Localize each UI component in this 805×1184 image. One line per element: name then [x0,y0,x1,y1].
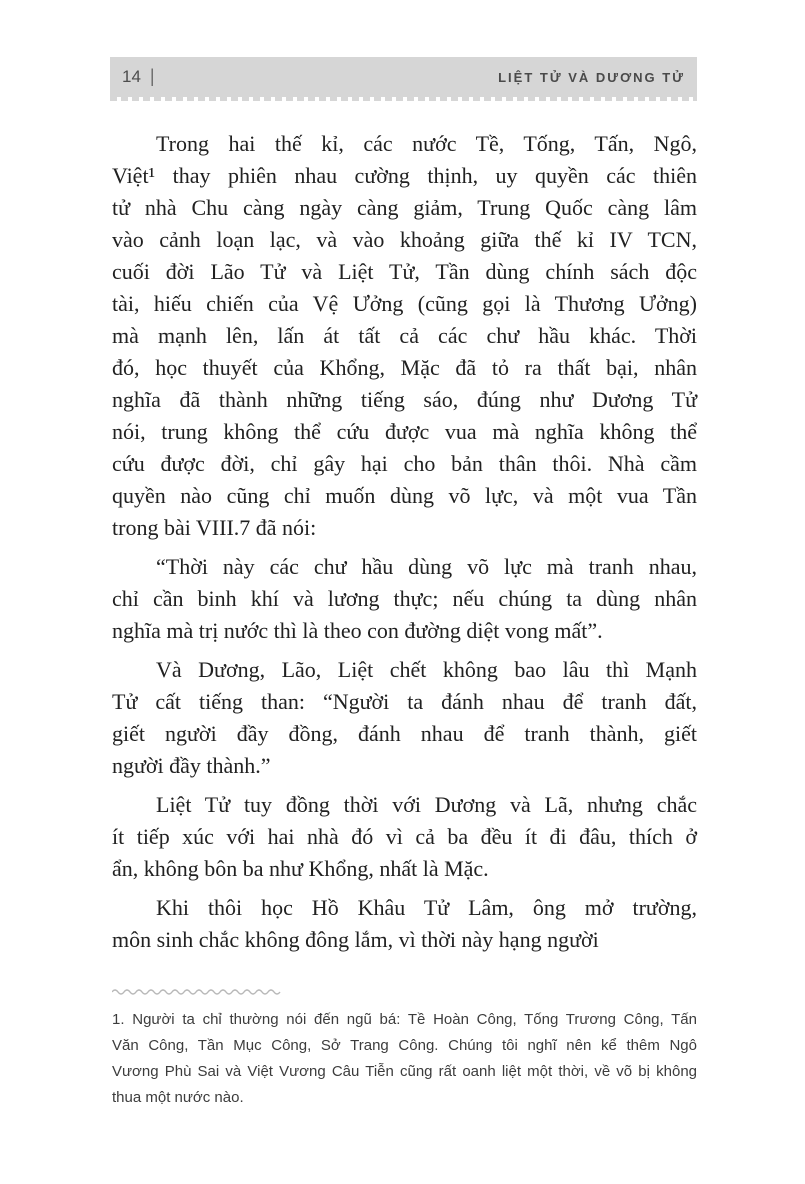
body-paragraph [112,551,697,647]
body [112,128,697,956]
footnote-line: 1. Người ta chỉ thường nói đến ngũ bá: Tề Hoàn Công, Tống Trương Công, Tấn [112,1011,697,1028]
footnote-divider [112,987,284,995]
page-number-separator: | [149,65,155,86]
footnote-line: Vương Phù Sai và Việt Vương Câu Tiễn cũng rất oanh liệt một thời, về võ bị không [112,1063,697,1080]
body-line: Liệt Tử tuy đồng thời với Dương và Lã, nhưng chắc [156,792,697,817]
body-line: tài, hiếu chiến của Vệ Ưởng (cũng gọi là Thương Ưởng) [112,291,697,316]
footnote-line: Văn Công, Tần Mục Công, Sở Trang Công. Chúng tôi nghĩ nên kể thêm Ngô [112,1037,697,1054]
body-line: nói, trung không thể cứu được vua mà nghĩa không thể [112,419,697,444]
body-line: trong bài VIII.7 đã nói: [112,515,317,540]
footnote-line: thua một nước nào. [112,1089,244,1106]
body-line: cứu được đời, chỉ gây hại cho bản thân thôi. Nhà cầm [112,451,697,476]
body-line: Trong hai thế kỉ, các nước Tề, Tống, Tấn, Ngô, [156,131,697,156]
page-number-group [122,67,155,88]
body-line: quyền nào cũng chỉ muốn dùng võ lực, và một vua Tần [112,483,697,508]
footnote [112,1007,697,1111]
body-line: Việt¹ thay phiên nhau cường thịnh, uy quyền các thiên [112,163,697,188]
body-line: nghĩa đã thành những tiếng sáo, đúng như Dương Tử [112,387,697,412]
body-line: Tử cất tiếng than: “Người ta đánh nhau để tranh đất, [112,689,697,714]
body-paragraph [112,128,697,544]
body-line: ít tiếp xúc với hai nhà đó vì cả ba đều ít đi đâu, thích ở [112,824,697,849]
body-line: “Thời này các chư hầu dùng võ lực mà tranh nhau, [156,554,697,579]
body-line: đó, học thuyết của Khổng, Mặc đã tỏ ra thất bại, nhân [112,355,697,380]
body-paragraph [112,789,697,885]
body-line: ẩn, không bôn ba như Khổng, nhất là Mặc. [112,856,489,881]
body-line: môn sinh chắc không đông lắm, vì thời này hạng người [112,927,599,952]
body-line: mà mạnh lên, lấn át tất cả các chư hầu khác. Thời [112,323,697,348]
body-line: người đầy thành.” [112,753,271,778]
body-paragraph [112,654,697,782]
page-body [112,128,697,1111]
body-line: chỉ cần binh khí và lương thực; nếu chúng ta dùng nhân [112,586,697,611]
body-line: vào cảnh loạn lạc, và vào khoảng giữa thế kỉ IV TCN, [112,227,697,252]
body-line: Khi thôi học Hồ Khâu Tử Lâm, ông mở trường, [156,895,697,920]
page-header [110,57,697,97]
body-line: nghĩa mà trị nước thì là theo con đường diệt vong mất”. [112,618,603,643]
body-line: Và Dương, Lão, Liệt chết không bao lâu thì Mạnh [156,657,697,682]
header-perforated-edge [110,97,697,101]
body-line: giết người đầy đồng, đánh nhau để tranh thành, giết [112,721,697,746]
page-number: 14 [122,67,141,86]
body-line: tử nhà Chu càng ngày càng giảm, Trung Quốc càng lâm [112,195,697,220]
body-line: cuối đời Lão Tử và Liệt Tử, Tần dùng chính sách độc [112,259,697,284]
running-title: LIỆT TỬ VÀ DƯƠNG TỬ [498,69,685,85]
body-paragraph [112,892,697,956]
